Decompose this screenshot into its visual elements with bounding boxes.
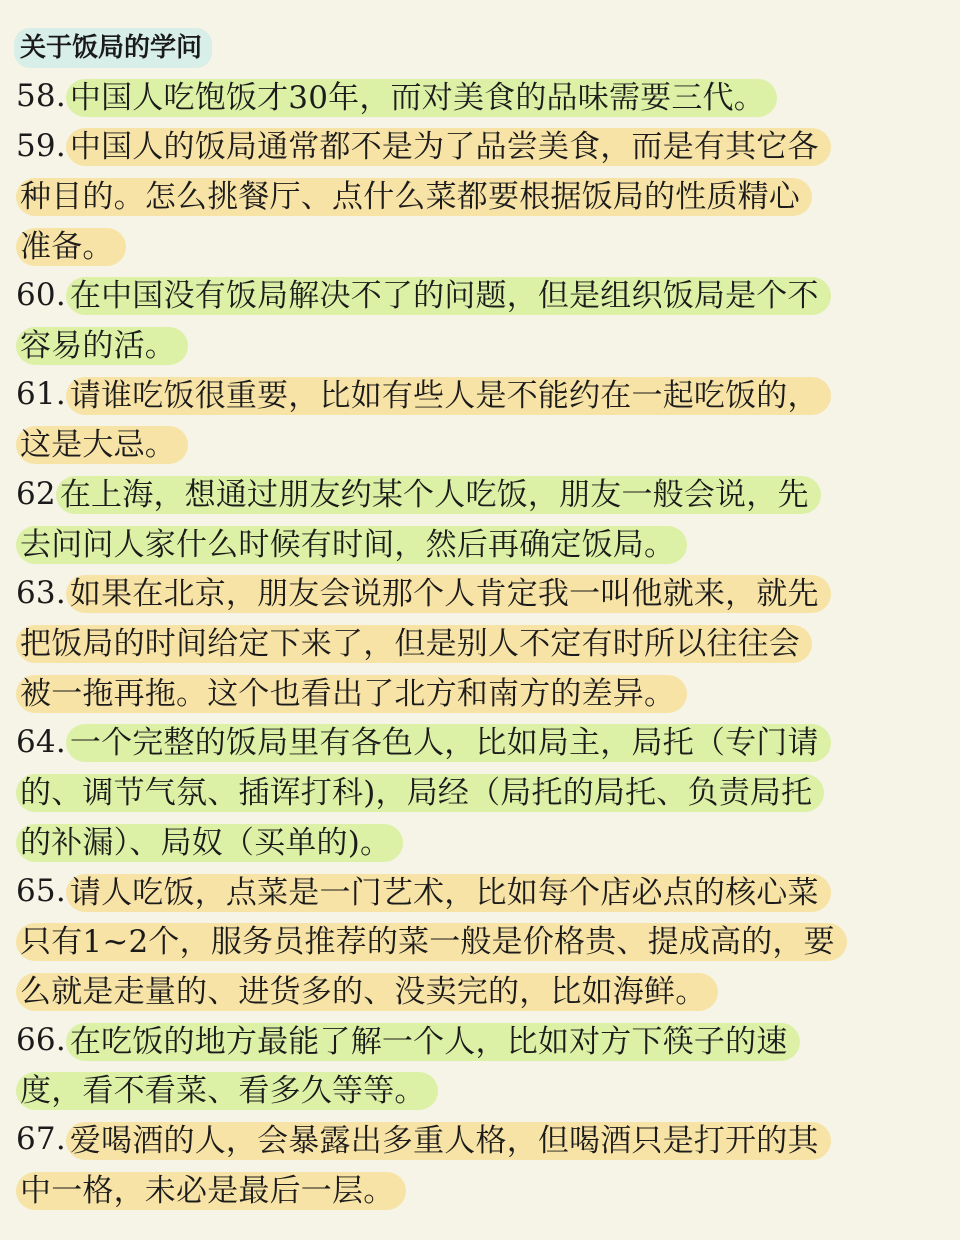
text-line xyxy=(16,1115,946,1165)
text-line xyxy=(16,370,946,420)
highlighted-text: 在上海，想通过朋友约某个人吃饭，朋友一般会说，先 xyxy=(56,476,821,514)
highlighted-text: 中一格，未必是最后一层。 xyxy=(16,1172,406,1210)
title-wrap xyxy=(14,28,212,68)
highlighted-text: 请谁吃饭很重要，比如有些人是不能约在一起吃饭的， xyxy=(66,377,831,415)
text-body xyxy=(16,72,946,1215)
text-line xyxy=(16,519,946,569)
highlighted-text: 一个完整的饭局里有各色人，比如局主，局托（专门请 xyxy=(66,724,831,762)
highlighted-text: 中国人的饭局通常都不是为了品尝美食，而是有其它各 xyxy=(66,128,831,166)
item-number: 62 xyxy=(16,475,56,512)
item-number: 65. xyxy=(16,873,66,909)
item-number: 63. xyxy=(16,574,66,611)
text-line xyxy=(16,1165,946,1215)
text-line xyxy=(16,171,946,221)
text-line xyxy=(16,668,946,718)
item-number: 64. xyxy=(16,723,66,760)
text-line xyxy=(16,569,946,619)
text-line xyxy=(16,320,946,370)
text-line xyxy=(16,221,946,271)
highlighted-text: 爱喝酒的人，会暴露出多重人格，但喝酒只是打开的其 xyxy=(66,1122,831,1160)
text-line xyxy=(16,420,946,470)
highlighted-text: 在吃饭的地方最能了解一个人，比如对方下筷子的速 xyxy=(66,1023,800,1061)
highlighted-text: 如果在北京，朋友会说那个人肯定我一叫他就来，就先 xyxy=(66,575,831,613)
text-line xyxy=(16,817,946,867)
highlighted-text: 么就是走量的、进货多的、没卖完的，比如海鲜。 xyxy=(16,973,718,1011)
highlighted-text: 准备。 xyxy=(16,228,126,266)
highlighted-text: 种目的。怎么挑餐厅、点什么菜都要根据饭局的性质精心 xyxy=(16,178,812,216)
text-line xyxy=(16,470,946,520)
item-number: 59. xyxy=(16,127,66,164)
text-line xyxy=(16,917,946,967)
highlighted-text: 中国人吃饱饭才30年，而对美食的品味需要三代。 xyxy=(66,79,777,117)
text-line xyxy=(16,718,946,768)
text-line xyxy=(16,768,946,818)
text-line xyxy=(16,1066,946,1116)
item-number: 61. xyxy=(16,376,66,413)
text-line xyxy=(16,966,946,1016)
text-line xyxy=(16,619,946,669)
text-line xyxy=(16,867,946,917)
highlighted-text: 的补漏）、局奴（买单的)。 xyxy=(16,824,403,862)
item-number: 66. xyxy=(16,1022,66,1059)
item-number: 60. xyxy=(16,276,66,313)
item-number: 58. xyxy=(16,78,66,114)
text-line xyxy=(16,72,946,122)
highlighted-text: 在中国没有饭局解决不了的问题，但是组织饭局是个不 xyxy=(66,277,831,315)
item-number: 67. xyxy=(16,1121,66,1158)
highlighted-text: 的、调节气氛、插诨打科)，局经（局托的局托、负责局托 xyxy=(16,774,824,812)
highlighted-text: 把饭局的时间给定下来了，但是别人不定有时所以往往会 xyxy=(16,625,812,663)
highlighted-text: 这是大忌。 xyxy=(16,426,188,464)
highlighted-text: 只有1~2个，服务员推荐的菜一般是价格贵、提成高的，要 xyxy=(16,923,847,961)
highlighted-text: 请人吃饭，点菜是一门艺术，比如每个店必点的核心菜 xyxy=(66,874,831,912)
text-line xyxy=(16,122,946,172)
text-line xyxy=(16,1016,946,1066)
page-title: 关于饭局的学问 xyxy=(14,28,212,68)
highlighted-text: 度，看不看菜、看多久等等。 xyxy=(16,1072,438,1110)
highlighted-text: 容易的活。 xyxy=(16,327,188,365)
text-line xyxy=(16,271,946,321)
highlighted-text: 被一拖再拖。这个也看出了北方和南方的差异。 xyxy=(16,675,687,713)
highlighted-text: 去问问人家什么时候有时间，然后再确定饭局。 xyxy=(16,526,687,564)
